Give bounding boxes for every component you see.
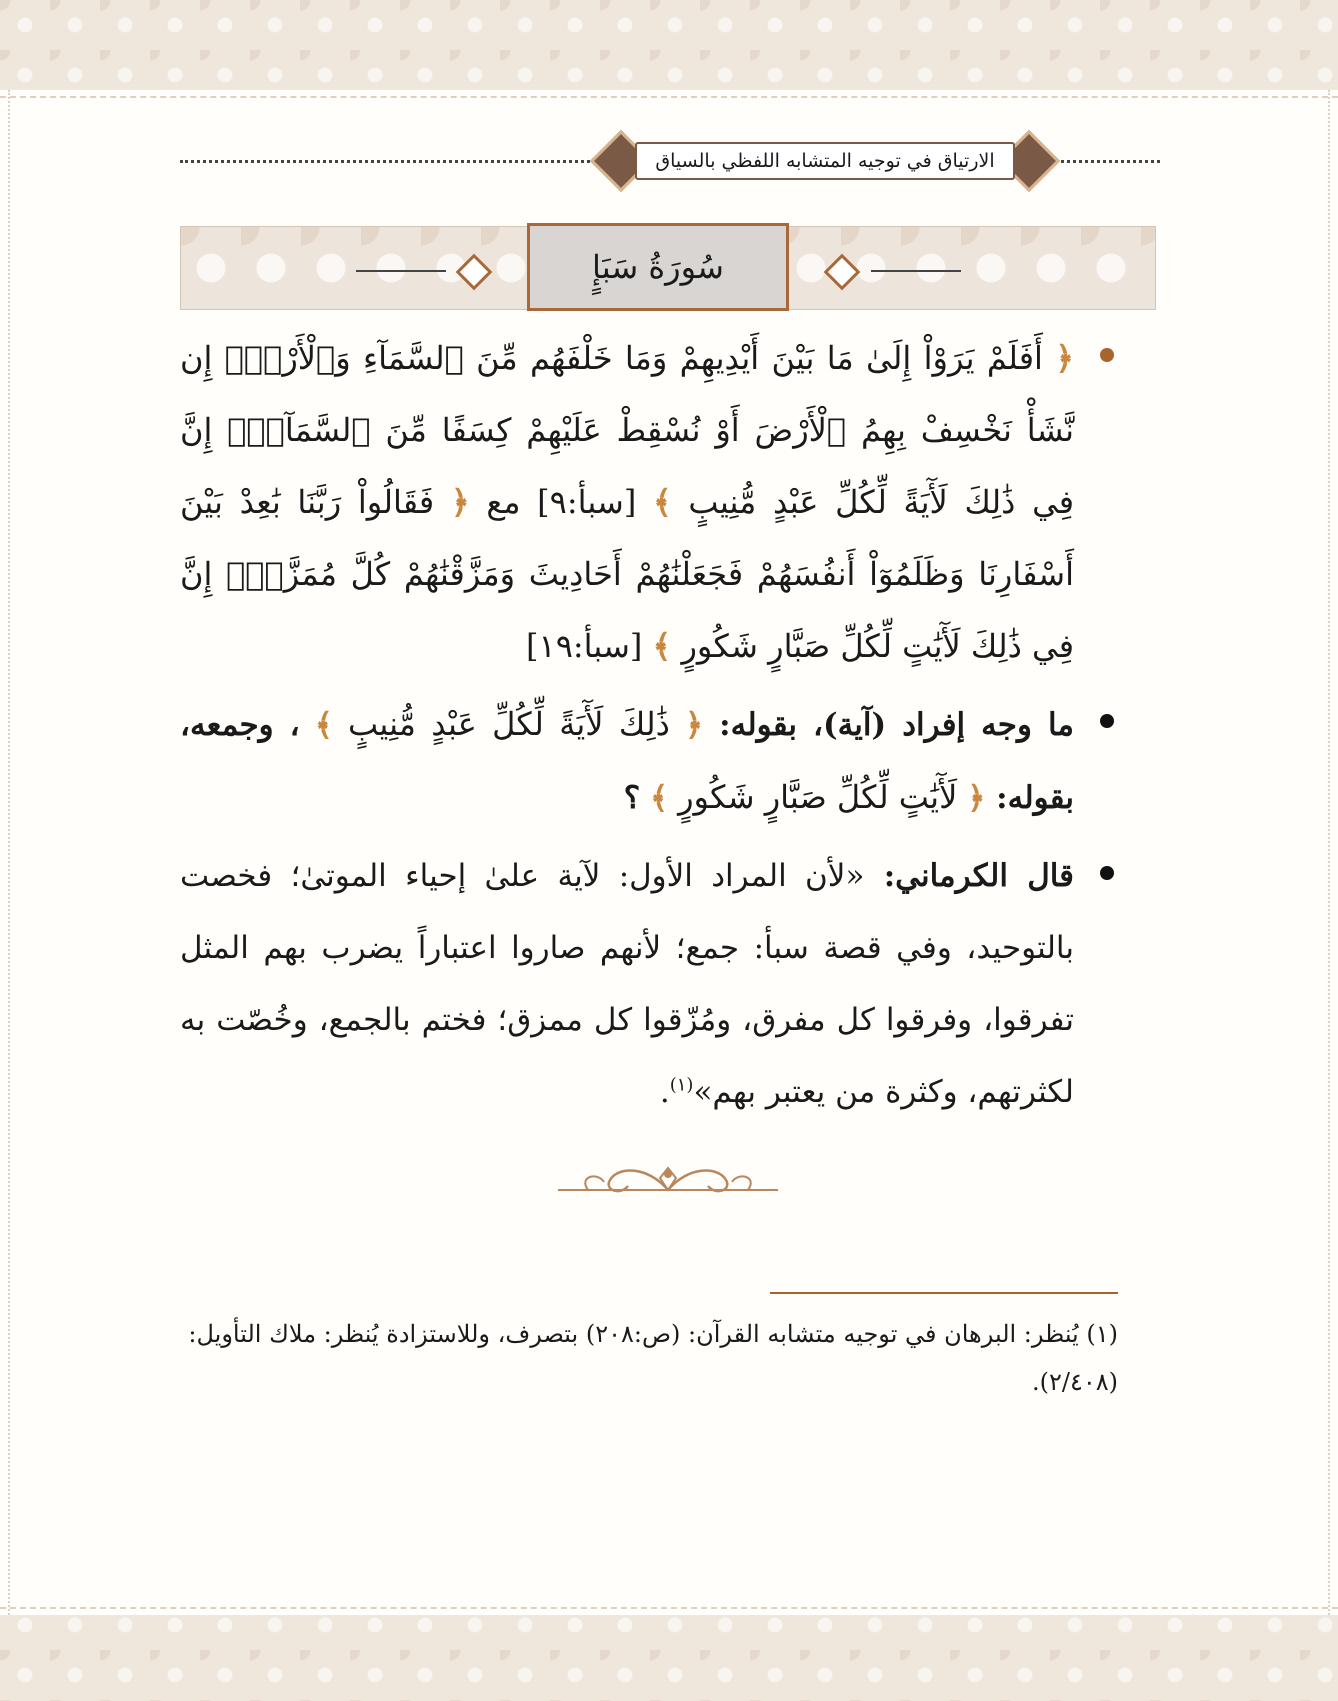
- divider-ornament-icon: [548, 1160, 788, 1204]
- quran-bracket-close: ﴾: [650, 780, 669, 816]
- bullet-icon: [1100, 348, 1114, 362]
- header-dots-left: [180, 160, 620, 163]
- right-border-ornament: [1328, 90, 1330, 1615]
- quran-bracket-close: ﴾: [314, 707, 333, 743]
- verse-reference: [سبأ:٩]: [520, 483, 637, 521]
- footnote: (١) يُنظر: البرهان في توجيه متشابه القرآن: (ص:٢٠٨) بتصرف، وللاستزادة يُنظر: ملاك التأويل: (٢/٤٠٨).: [188, 1320, 1118, 1396]
- quran-bracket-open: ﴿: [1055, 339, 1075, 377]
- verse-reference: [سبأ:١٩]: [526, 627, 643, 665]
- main-content: [180, 322, 1114, 1134]
- bottom-border-ornament: [0, 1607, 1338, 1609]
- verse-text: لَأٓيَٰتٍ لِّكُلِّ صَبَّارٍ شَكُورٍ: [678, 778, 958, 816]
- answer-paragraph: [180, 840, 1114, 1128]
- footnote-separator: [770, 1292, 1118, 1294]
- surah-ornament-right-icon: [824, 254, 861, 291]
- surah-ornament-left-icon: [456, 254, 493, 291]
- quran-bracket-open: ﴿: [450, 483, 470, 521]
- speaker-label: قال الكرماني:: [864, 858, 1074, 894]
- quran-bracket-open: ﴿: [684, 707, 704, 743]
- surah-line-left: [356, 270, 446, 272]
- header-title-box: [620, 136, 1030, 186]
- bullet-icon: [1100, 866, 1114, 880]
- surah-title: سُورَةُ سَبَإٍ: [592, 248, 724, 286]
- running-header-title: الارتياق في توجيه المتشابه اللفظي بالسياق: [635, 142, 1014, 180]
- question-paragraph: [180, 688, 1114, 834]
- bullet-icon: [1100, 714, 1114, 728]
- question-text: ؟: [623, 780, 641, 816]
- verse-text: أَفَلَمْ يَرَوْاْ إِلَىٰ مَا بَيْنَ أَيْدِيهِمْ وَمَا خَلْفَهُم مِّنَ ٱلسَّمَآءِ وَٱلْأَرْضِۚ إِن نَّشَأْ نَخْسِفْ بِهِمُ ٱلْأَرْضَ أَوْ نُسْقِطْ عَلَيْهِمْ كِسَفًا مِّنَ ٱلسَّمَآءِۚ إِنَّ فِي ذَٰلِكَ لَأٓيَةً لِّكُلِّ عَبْدٍ مُّنِيبٍ: [180, 339, 1075, 521]
- surah-line-right: [871, 270, 961, 272]
- sentence-end: .: [659, 1074, 670, 1110]
- verse-text: ذَٰلِكَ لَأٓيَةً لِّكُلِّ عَبْدٍ مُّنِيبٍ: [347, 705, 670, 743]
- quran-bracket-close: ﴾: [653, 483, 672, 521]
- surah-plate: [527, 223, 789, 311]
- verse-text: فَقَالُواْ رَبَّنَا بَٰعِدْ بَيْنَ أَسْفَارِنَا وَظَلَمُوٓاْ أَنفُسَهُمْ فَجَعَلْنَٰهُمْ أَحَادِيثَ وَمَزَّقْنَٰهُمْ كُلَّ مُمَزَّقٍۚ إِنَّ فِي ذَٰلِكَ لَأٓيَٰتٍ لِّكُلِّ صَبَّارٍ شَكُورٍ: [180, 483, 1074, 665]
- quran-bracket-open: ﴿: [967, 780, 986, 816]
- quote-text: «لأن المراد الأول: لآية علىٰ إحياء الموتىٰ؛ فخصت بالتوحيد، وفي قصة سبأ: جمع؛ لأنهم صاروا اعتباراً يضرب بهم المثل تفرقوا، وفرقوا كل مفرق، ومُزّقوا كل ممزق؛ فختم بالجمع، وخُصّت به لكثرتهم، وكثرة من يعتبر بهم»: [180, 858, 1074, 1110]
- connector-text: مع: [469, 483, 521, 521]
- footnote-reference[interactable]: (١): [669, 1074, 694, 1096]
- verses-paragraph: [180, 322, 1114, 682]
- running-header: [180, 136, 1160, 186]
- top-border-ornament: [0, 96, 1338, 98]
- left-border-ornament: [8, 90, 10, 1615]
- question-text: ، وجمعه، بقوله:: [180, 707, 1074, 816]
- quran-bracket-close: ﴾: [652, 627, 672, 665]
- question-text: ما وجه إفراد (آية)، بقوله:: [703, 707, 1074, 743]
- surah-banner: [180, 226, 1156, 310]
